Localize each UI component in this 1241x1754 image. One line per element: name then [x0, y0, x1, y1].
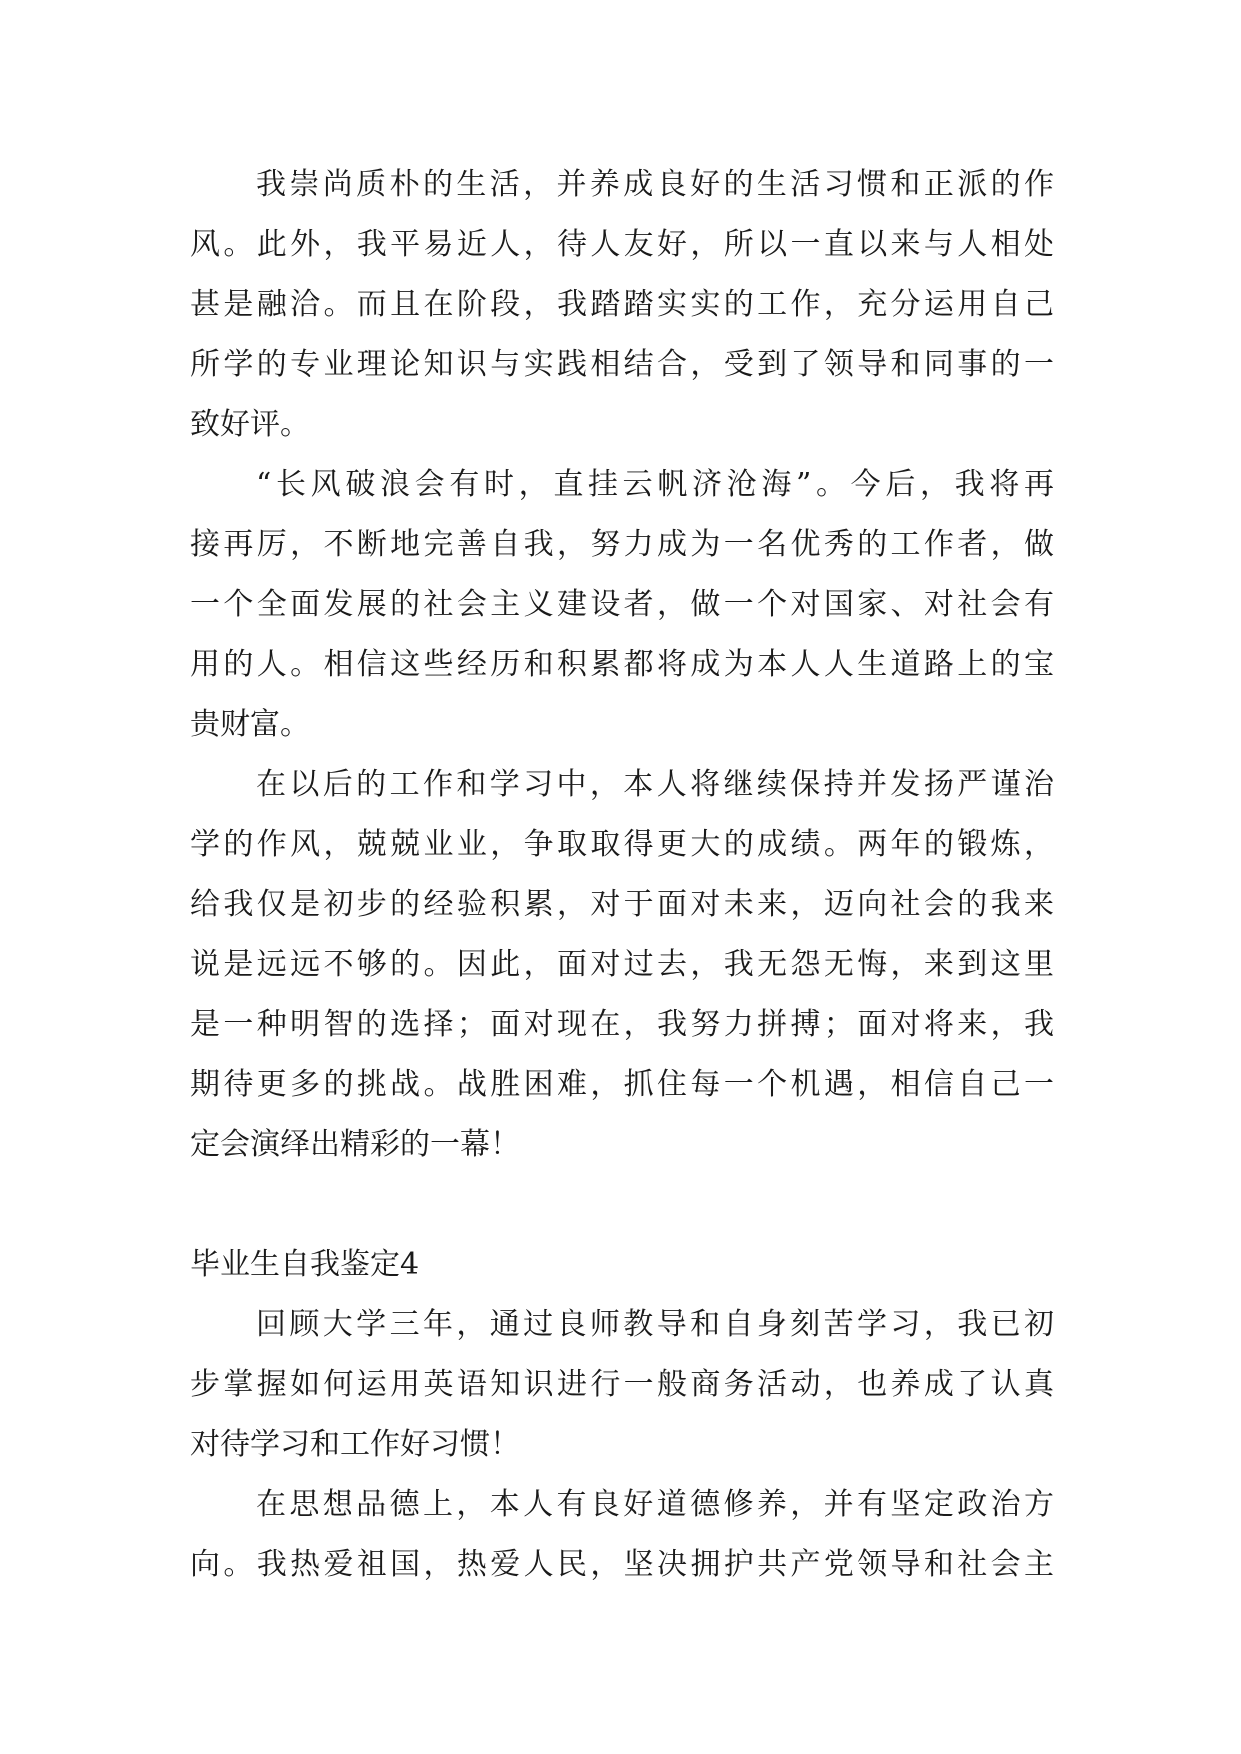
text-line: 回顾大学三年，通过良师教导和自身刻苦学习，我已初 [256, 1307, 1054, 1342]
text-line: 在以后的工作和学习中，本人将继续保持并发扬严谨治 [256, 767, 1054, 802]
paragraph [190, 455, 1054, 755]
text-line: 甚是融洽。而且在阶段，我踏踏实实的工作，充分运用自己 [190, 287, 1054, 322]
text-line: 说是远远不够的。因此，面对过去，我无怨无悔，来到这里 [190, 947, 1054, 982]
text-line: 风。此外，我平易近人，待人友好，所以一直以来与人相处 [190, 227, 1054, 262]
text-line: 期待更多的挑战。战胜困难，抓住每一个机遇，相信自己一 [190, 1067, 1054, 1102]
text-line: 致好评。 [190, 407, 310, 442]
paragraph [190, 755, 1054, 1175]
text-line: 一个全面发展的社会主义建设者，做一个对国家、对社会有 [190, 587, 1054, 622]
blank-line [190, 1175, 1054, 1235]
paragraph [190, 155, 1054, 455]
text-line: 对待学习和工作好习惯！ [190, 1427, 520, 1462]
document-page [190, 155, 1054, 1595]
section-heading: 毕业生自我鉴定4 [190, 1247, 420, 1282]
text-line: 定会演绎出精彩的一幕！ [190, 1127, 520, 1162]
text-line: 步掌握如何运用英语知识进行一般商务活动，也养成了认真 [190, 1367, 1054, 1402]
paragraph [190, 1475, 1054, 1595]
text-line: 向。我热爱祖国，热爱人民，坚决拥护共产党领导和社会主 [190, 1547, 1054, 1582]
text-line: 我崇尚质朴的生活，并养成良好的生活习惯和正派的作 [256, 167, 1054, 202]
text-line: 贵财富。 [190, 707, 310, 742]
text-line: 是一种明智的选择；面对现在，我努力拼搏；面对将来，我 [190, 1007, 1054, 1042]
text-line: 用的人。相信这些经历和积累都将成为本人人生道路上的宝 [190, 647, 1054, 682]
text-line: 接再厉，不断地完善自我，努力成为一名优秀的工作者，做 [190, 527, 1054, 562]
text-line: 学的作风，兢兢业业，争取取得更大的成绩。两年的锻炼， [190, 827, 1054, 862]
text-line: “长风破浪会有时，直挂云帆济沧海”。今后，我将再 [256, 467, 1054, 502]
paragraph [190, 1295, 1054, 1475]
text-line: 在思想品德上，本人有良好道德修养，并有坚定政治方 [256, 1487, 1054, 1522]
text-line: 给我仅是初步的经验积累，对于面对未来，迈向社会的我来 [190, 887, 1054, 922]
text-line: 所学的专业理论知识与实践相结合，受到了领导和同事的一 [190, 347, 1054, 382]
